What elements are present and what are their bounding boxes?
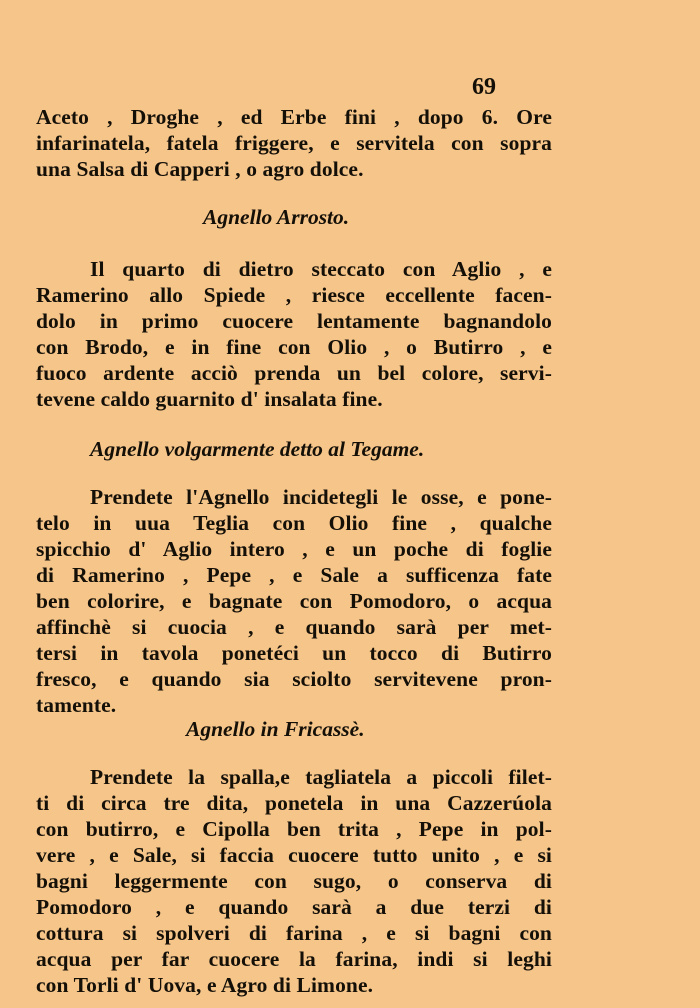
paragraph-line: tersi in tavola ponetéci un tocco di Butirro (36, 641, 552, 665)
continued-paragraph (36, 104, 552, 182)
recipe-agnello-in-fricasse (36, 764, 552, 998)
paragraph-line: affinchè si cuocia , e quando sarà per met- (36, 615, 552, 639)
paragraph-line: dolo in primo cuocere lentamente bagnandolo (36, 309, 552, 333)
section-title-agnello-al-tegame: Agnello volgarmente detto al Tegame. (90, 437, 425, 461)
paragraph-line: Ramerino allo Spiede , riesce eccellente facen- (36, 283, 552, 307)
paragraph-line: infarinatela, fatela friggere, e servitela con sopra (36, 131, 552, 155)
paragraph-line: ben colorire, e bagnate con Pomodoro, o acqua (36, 589, 552, 613)
recipe-agnello-al-tegame (36, 484, 552, 718)
paragraph-line: acqua per far cuocere la farina, indi si leghi (36, 947, 552, 971)
paragraph-line: Il quarto di dietro steccato con Aglio , e (90, 257, 552, 281)
paragraph-line: cottura si spolveri di farina , e si bagni con (36, 921, 552, 945)
paragraph-line: con Brodo, e in fine con Olio , o Butirro , e (36, 335, 552, 359)
paragraph-line: una Salsa di Capperi , o agro dolce. (36, 157, 364, 181)
section-title-agnello-in-fricasse: Agnello in Fricassè. (186, 717, 365, 741)
paragraph-line: spicchio d' Aglio intero , e un poche di foglie (36, 537, 552, 561)
paragraph-line: tamente. (36, 693, 117, 717)
page-number: 69 (472, 74, 496, 100)
paragraph-line: bagni leggermente con sugo, o conserva di (36, 869, 552, 893)
paragraph-line: con butirro, e Cipolla ben trita , Pepe in pol- (36, 817, 552, 841)
paragraph-line: fresco, e quando sia sciolto servitevene pron- (36, 667, 552, 691)
paragraph-line: ti di circa tre dita, ponetela in una Cazzerúola (36, 791, 552, 815)
paragraph-line: Prendete la spalla,e tagliatela a piccoli filet- (90, 765, 552, 789)
paragraph-line: Prendete l'Agnello incidetegli le osse, e pone- (90, 485, 552, 509)
paragraph-line: tevene caldo guarnito d' insalata fine. (36, 387, 383, 411)
paragraph-line: telo in uua Teglia con Olio fine , qualche (36, 511, 552, 535)
paragraph-line: Aceto , Droghe , ed Erbe fini , dopo 6. Ore (36, 105, 552, 129)
paragraph-line: Pomodoro , e quando sarà a due terzi di (36, 895, 552, 919)
recipe-agnello-arrosto (36, 256, 552, 412)
paragraph-line: di Ramerino , Pepe , e Sale a sufficenza fate (36, 563, 552, 587)
section-title-agnello-arrosto: Agnello Arrosto. (203, 205, 350, 229)
paragraph-line: vere , e Sale, si faccia cuocere tutto unito , e si (36, 843, 552, 867)
paragraph-line: fuoco ardente acciò prenda un bel colore, servi- (36, 361, 552, 385)
paragraph-line: con Torli d' Uova, e Agro di Limone. (36, 973, 374, 997)
